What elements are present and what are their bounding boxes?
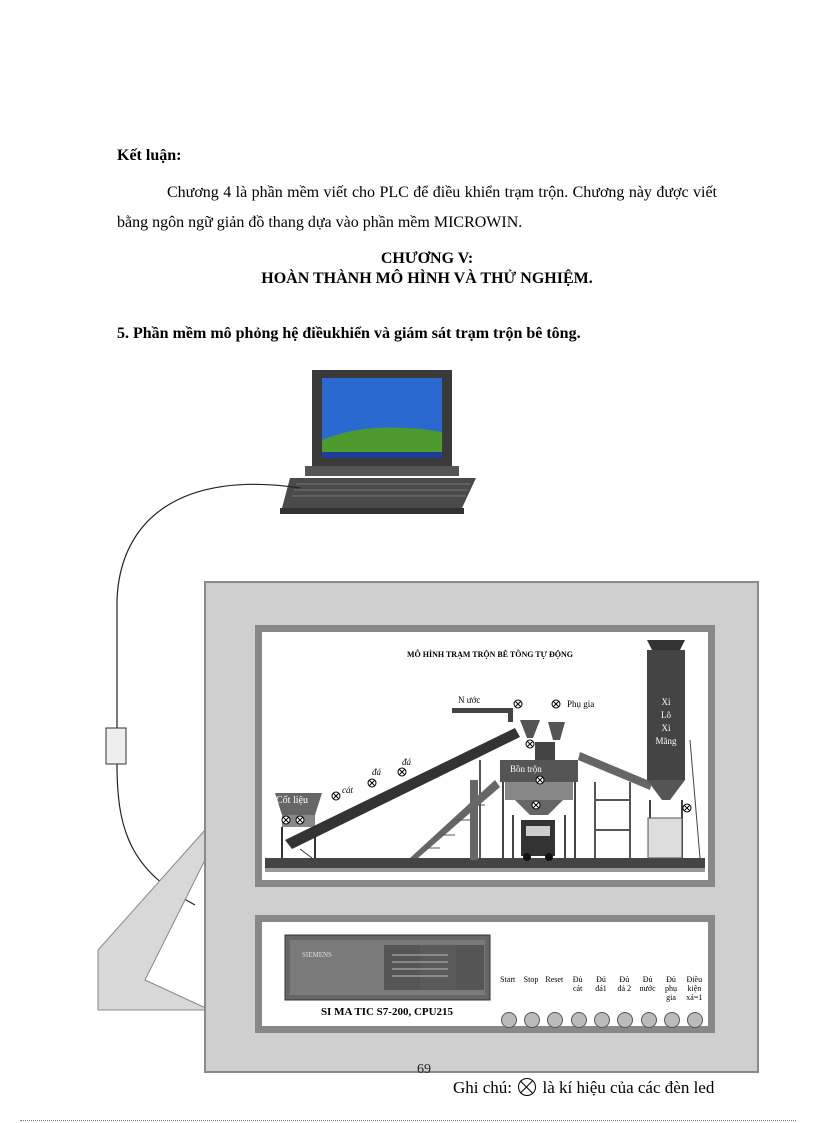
label-cement-2: Lô <box>661 710 671 720</box>
page-number: 69 <box>417 1062 431 1077</box>
plc-caption: SI MA TIC S7-200, CPU215 <box>320 1006 454 1018</box>
label-sand: cát <box>342 785 353 795</box>
label-aggregate: Cốt liệu <box>276 795 308 806</box>
section-title: 5. Phần mềm mô phỏng hệ điềukhiển và giám sát trạm trộn bê tông. <box>117 325 581 342</box>
chapter-number: CHƯƠNG V: <box>380 250 474 267</box>
label-stone-1: đá <box>372 767 381 777</box>
panel-button-label: Start <box>500 975 516 984</box>
laptop-illustration <box>280 370 476 514</box>
plc-unit <box>285 935 490 1000</box>
panel-button-sublabel: phụ gia <box>664 984 677 1002</box>
panel-button-sublabel: kiện xả=1 <box>686 984 703 1002</box>
panel-button-label: Điều <box>686 975 703 984</box>
plc-brand: SIEMENS <box>302 951 332 959</box>
panel-button-knob[interactable] <box>571 1012 587 1028</box>
panel-button-knob[interactable] <box>524 1012 540 1028</box>
conclusion-heading: Kết luận: <box>117 147 182 164</box>
label-cement-3: Xi <box>661 723 671 733</box>
label-additive: Phụ gia <box>567 699 595 709</box>
panel-button-label: Đủ <box>596 975 606 984</box>
label-stone-2: đá <box>402 757 411 767</box>
panel-button-knob[interactable] <box>501 1012 517 1028</box>
label-mixer: Bồn trộn <box>510 764 542 774</box>
panel-button-5[interactable] <box>613 975 636 1027</box>
label-cement-4: Măng <box>655 736 677 746</box>
panel-button-2[interactable] <box>543 975 566 1027</box>
panel-button-knob[interactable] <box>617 1012 633 1028</box>
panel-button-label: Đủ <box>619 975 630 984</box>
panel-button-knob[interactable] <box>641 1012 657 1028</box>
panel-button-sublabel: đá1 <box>595 984 607 993</box>
page-divider <box>20 1120 796 1121</box>
panel-button-0[interactable] <box>496 975 519 1027</box>
panel-button-row <box>496 975 706 1027</box>
conclusion-paragraph: Chương 4 là phần mềm viết cho PLC để điều khiển trạm trộn. Chương này được viết bằng ngôn ngữ giản đồ thang dựa vào phần mềm MICROWIN. <box>117 184 717 231</box>
legend-suffix: là kí hiệu của các đèn led <box>542 1078 715 1097</box>
panel-button-8[interactable] <box>683 975 706 1027</box>
panel-button-knob[interactable] <box>664 1012 680 1028</box>
cable-connector <box>106 728 126 764</box>
panel-button-1[interactable] <box>519 975 542 1027</box>
label-stone-sand: Đá Cát <box>503 748 529 758</box>
model-title: MÔ HÌNH TRẠM TRỘN BÊ TÔNG TỰ ĐỘNG <box>406 650 574 659</box>
panel-button-label: Reset <box>545 975 564 984</box>
panel-button-7[interactable] <box>659 975 682 1027</box>
panel-button-sublabel: cát <box>573 984 583 993</box>
chapter-title: HOÀN THÀNH MÔ HÌNH VÀ THỬ NGHIỆM. <box>261 270 593 287</box>
label-cement-1: Xi <box>661 697 671 707</box>
panel-button-6[interactable] <box>636 975 659 1027</box>
panel-button-4[interactable] <box>589 975 612 1027</box>
panel-button-knob[interactable] <box>594 1012 610 1028</box>
panel-button-label: Đủ <box>666 975 676 984</box>
panel-stand <box>98 830 215 1010</box>
panel-button-sublabel: đá 2 <box>617 984 632 993</box>
legend-note <box>453 1078 714 1098</box>
panel-button-sublabel: nước <box>639 984 656 993</box>
panel-button-label: Stop <box>523 975 539 984</box>
panel-button-label: Đủ <box>642 975 653 984</box>
panel-button-label: Đủ <box>572 975 583 984</box>
panel-button-knob[interactable] <box>687 1012 703 1028</box>
led-symbol-icon <box>518 1078 536 1096</box>
label-water: N ước <box>458 695 481 705</box>
legend-prefix: Ghi chú: <box>453 1078 513 1097</box>
panel-button-knob[interactable] <box>547 1012 563 1028</box>
panel-button-3[interactable] <box>566 975 589 1027</box>
